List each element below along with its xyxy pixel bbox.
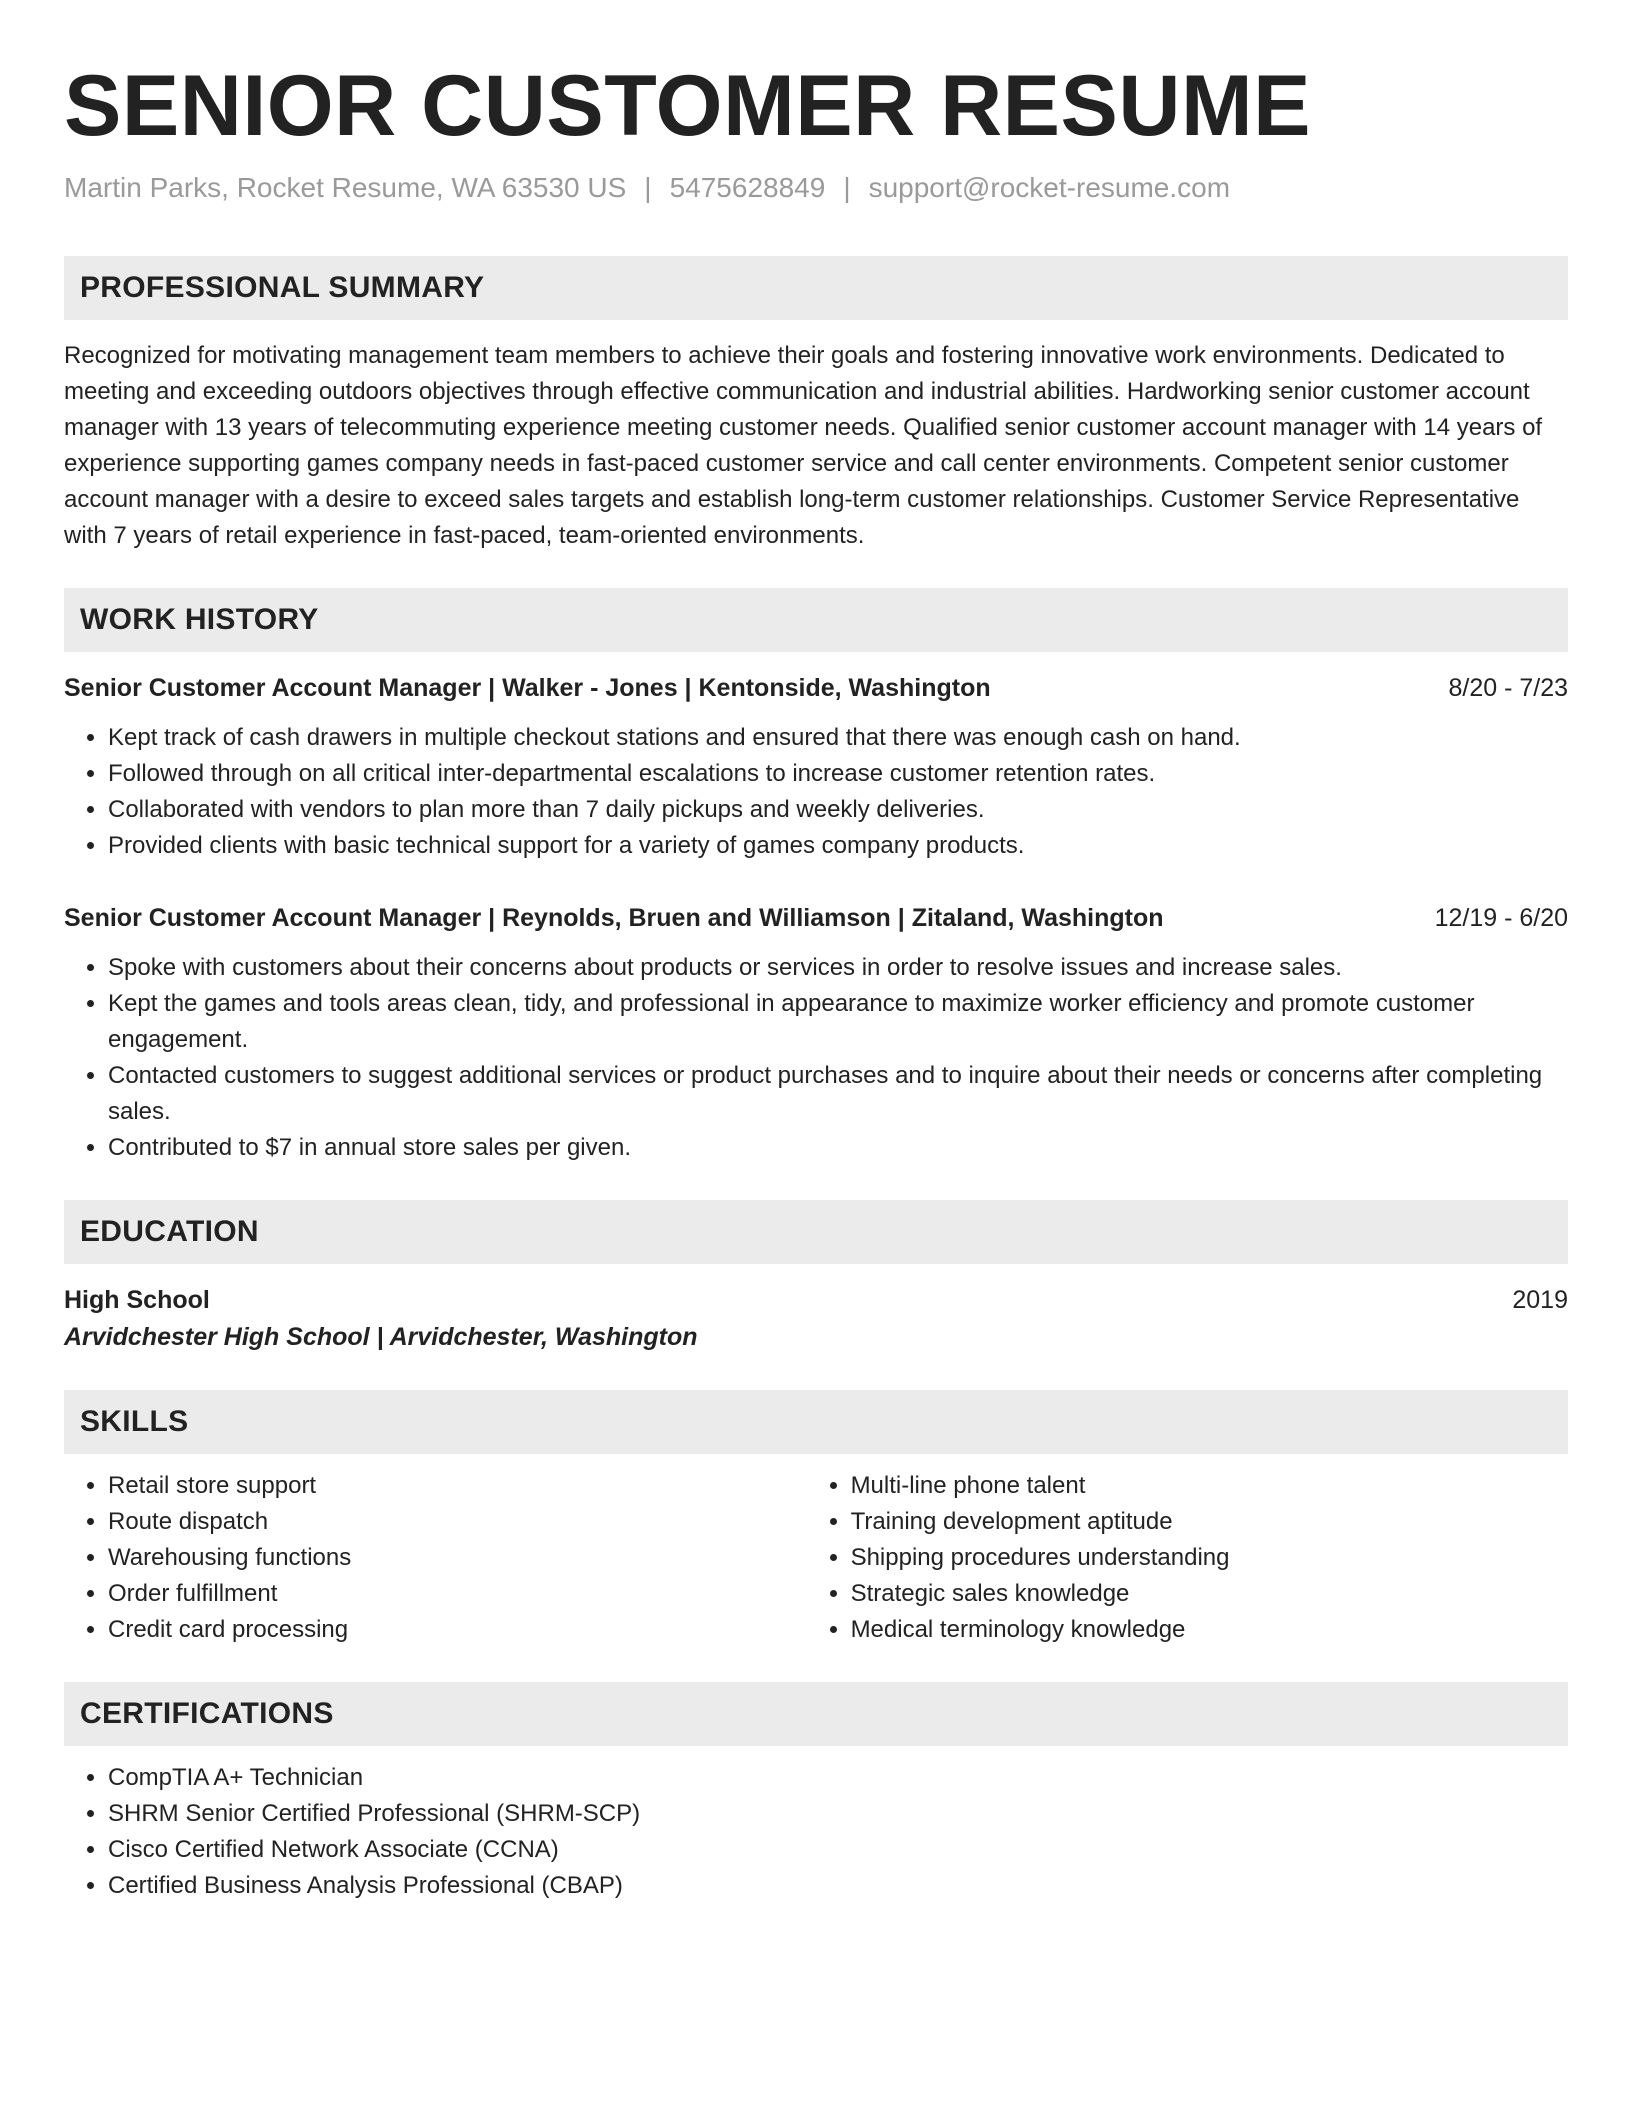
list-item: • Certified Business Analysis Professional (CBAP) [108, 1868, 1568, 1904]
list-item: • Kept the games and tools areas clean, tidy, and professional in appearance to maximize worker efficiency and promote customer engagement. [108, 986, 1568, 1058]
list-item: • Order fulfillment [108, 1576, 807, 1612]
list-item: • Medical terminology knowledge [851, 1612, 1568, 1648]
job-header [64, 670, 1568, 706]
list-item: • Shipping procedures understanding [851, 1540, 1568, 1576]
education-year: 2019 [1512, 1286, 1568, 1314]
list-item: • Kept track of cash drawers in multiple checkout stations and ensured that there was enough cash on hand. [108, 720, 1568, 756]
job-dates: 12/19 - 6/20 [1434, 904, 1568, 932]
job-title: Senior Customer Account Manager | Walker - Jones | Kentonside, Washington [64, 674, 991, 702]
list-item: • SHRM Senior Certified Professional (SHRM-SCP) [108, 1796, 1568, 1832]
list-item: • Followed through on all critical inter-departmental escalations to increase customer retention rates. [108, 756, 1568, 792]
contact-separator: | [843, 172, 851, 203]
certifications-list [64, 1760, 1568, 1904]
list-item: • CompTIA A+ Technician [108, 1760, 1568, 1796]
section-heading-skills: SKILLS [64, 1390, 1568, 1454]
skills-column-right [807, 1468, 1568, 1648]
contact-phone: 5475628849 [669, 172, 826, 203]
list-item: • Provided clients with basic technical support for a variety of games company products. [108, 828, 1568, 864]
list-item: • Credit card processing [108, 1612, 807, 1648]
contact-separator: | [644, 172, 652, 203]
list-item: • Contributed to $7 in annual store sales per given. [108, 1130, 1568, 1166]
contact-line [64, 170, 1568, 206]
education-degree: High School [64, 1286, 210, 1314]
list-item: • Route dispatch [108, 1504, 807, 1540]
education-school: Arvidchester High School | Arvidchester, Washington [64, 1323, 698, 1351]
section-heading-work-history: WORK HISTORY [64, 588, 1568, 652]
job-title: Senior Customer Account Manager | Reynolds, Bruen and Williamson | Zitaland, Washington [64, 904, 1164, 932]
job-header [64, 900, 1568, 936]
list-item: • Contacted customers to suggest additional services or product purchases and to inquire about their needs or concerns after completing sales. [108, 1058, 1568, 1130]
job-bullets [64, 720, 1568, 864]
section-heading-education: EDUCATION [64, 1200, 1568, 1264]
list-item: • Multi-line phone talent [851, 1468, 1568, 1504]
education-entry [64, 1282, 1568, 1318]
section-heading-certifications: CERTIFICATIONS [64, 1682, 1568, 1746]
skills-grid [64, 1468, 1568, 1648]
list-item: • Retail store support [108, 1468, 807, 1504]
list-item: • Collaborated with vendors to plan more than 7 daily pickups and weekly deliveries. [108, 792, 1568, 828]
section-heading-summary: PROFESSIONAL SUMMARY [64, 256, 1568, 320]
job-entry [64, 670, 1568, 864]
list-item: • Cisco Certified Network Associate (CCNA) [108, 1832, 1568, 1868]
skills-column-left [64, 1468, 807, 1648]
list-item: • Strategic sales knowledge [851, 1576, 1568, 1612]
list-item: • Spoke with customers about their concerns about products or services in order to resolve issues and increase sales. [108, 950, 1568, 986]
contact-address: Martin Parks, Rocket Resume, WA 63530 US [64, 172, 627, 203]
list-item: • Warehousing functions [108, 1540, 807, 1576]
contact-email: support@rocket-resume.com [868, 172, 1231, 203]
job-entry [64, 900, 1568, 1166]
job-dates: 8/20 - 7/23 [1448, 674, 1568, 702]
list-item: • Training development aptitude [851, 1504, 1568, 1540]
job-bullets [64, 950, 1568, 1166]
summary-text: Recognized for motivating management team members to achieve their goals and fostering innovative work environments. Dedicated to meeting and exceeding outdoors objectives through effective communication and industrial abilities. Hardworking senior customer account manager with 13 years of telecommuting experience meeting customer needs. Qualified senior customer account manager with 14 years of experience supporting games company needs in fast-paced customer service and call center environments. Competent senior customer account manager with a desire to exceed sales targets and establish long-term customer relationships. Customer Service Representative with 7 years of retail experience in fast-paced, team-oriented environments. [64, 342, 1543, 549]
resume-title: SENIOR CUSTOMER RESUME [64, 58, 1311, 154]
